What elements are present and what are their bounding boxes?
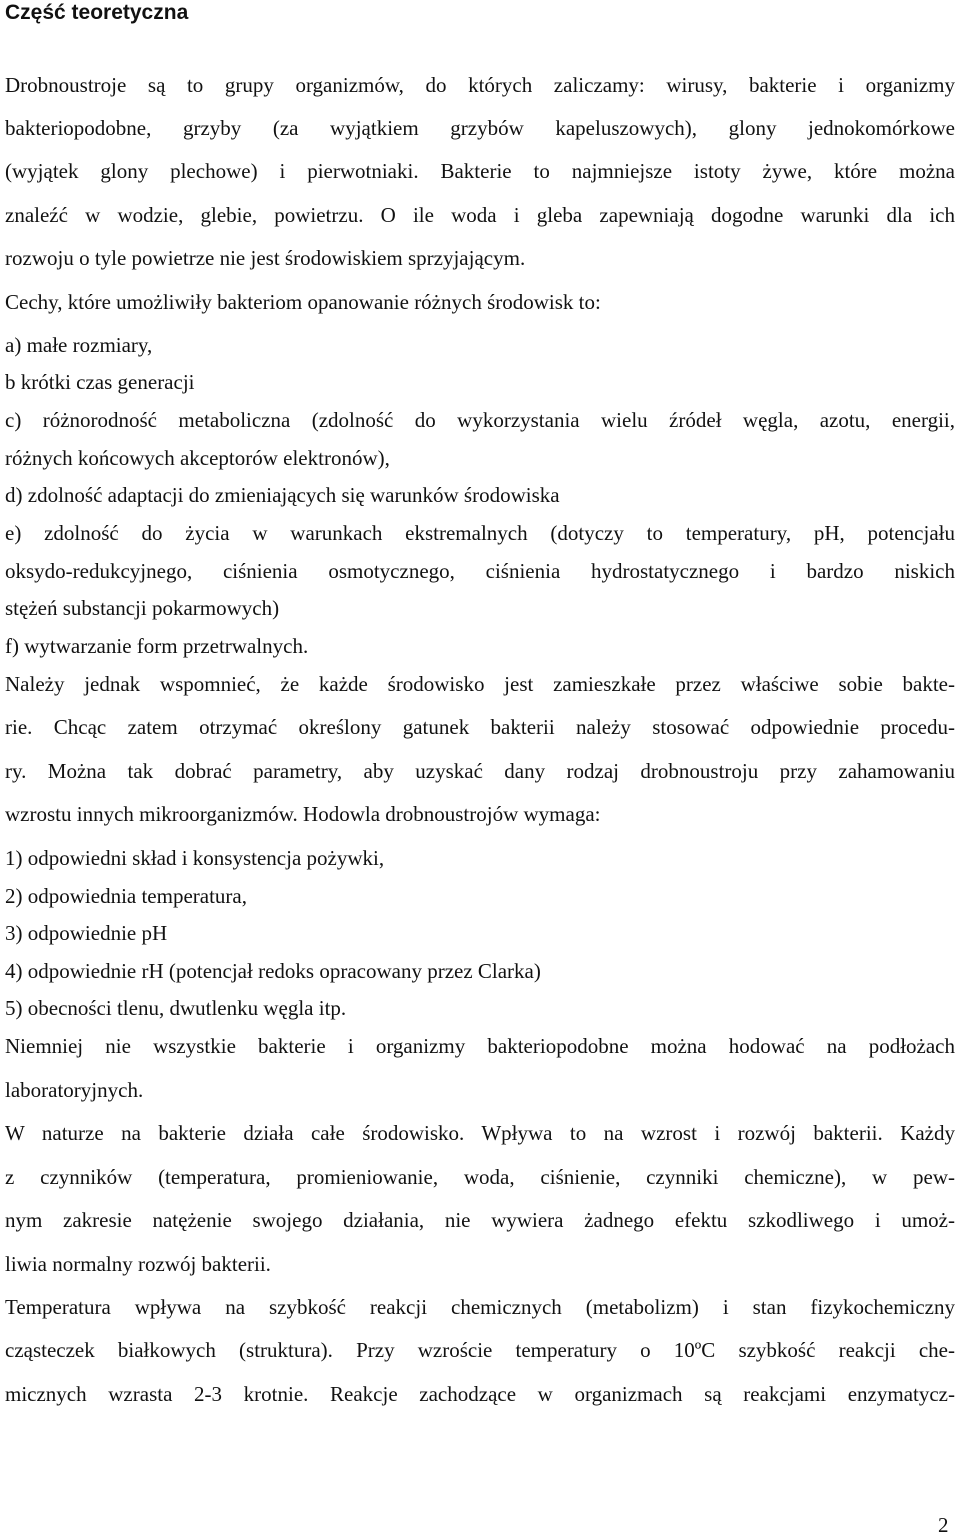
text-line: Drobnoustroje są to grupy organizmów, do których zaliczamy: wirusy, bakterie i organizmy (5, 73, 955, 97)
page-number: 2 (938, 1513, 949, 1537)
text-line: rozwoju o tyle powietrze nie jest środowiskiem sprzyjającym. (5, 246, 526, 270)
text-line: znaleźć w wodzie, glebie, powietrzu. O ile woda i gleba zapewniają dogodne warunki dla ich (5, 203, 955, 227)
text-line: 4) odpowiednie rH (potencjał redoks opracowany przez Clarka) (5, 959, 541, 983)
text-line: W naturze na bakterie działa całe środowisko. Wpływa to na wzrost i rozwój bakterii. Każdy (5, 1121, 955, 1145)
text-line: d) zdolność adaptacji do zmieniających się warunków środowiska (5, 483, 560, 507)
text-line: ry. Można tak dobrać parametry, aby uzyskać dany rodzaj drobnoustroju przy zahamowaniu (5, 759, 955, 783)
text-line: bakteriopodobne, grzyby (za wyjątkiem grzybów kapeluszowych), glony jednokomórkowe (5, 116, 955, 140)
text-line: (wyjątek glony plechowe) i pierwotniaki. Bakterie to najmniejsze istoty żywe, które można (5, 159, 955, 183)
text-line: 2) odpowiednia temperatura, (5, 884, 247, 908)
text-line: Cechy, które umożliwiły bakteriom opanowanie różnych środowisk to: (5, 290, 601, 314)
text-line: 5) obecności tlenu, dwutlenku węgla itp. (5, 996, 347, 1020)
text-line: c) różnorodność metaboliczna (zdolność do wykorzystania wielu źródeł węgla, azotu, energii, (5, 408, 955, 432)
text-line: Należy jednak wspomnieć, że każde środowisko jest zamieszkałe przez właściwe sobie bakte- (5, 672, 955, 696)
text-line: liwia normalny rozwój bakterii. (5, 1252, 271, 1276)
text-line: nym zakresie natężenie swojego działania, nie wywiera żadnego efektu szkodliwego i umoż- (5, 1208, 955, 1232)
text-line: wzrostu innych mikroorganizmów. Hodowla drobnoustrojów wymaga: (5, 802, 601, 826)
text-line: oksydo-redukcyjnego, ciśnienia osmotycznego, ciśnienia hydrostatycznego i bardzo niskich (5, 559, 955, 583)
text-line: e) zdolność do życia w warunkach ekstremalnych (dotyczy to temperatury, pH, potencjału (5, 521, 955, 545)
text-line: różnych końcowych akceptorów elektronów), (5, 446, 390, 470)
text-line: z czynników (temperatura, promieniowanie, woda, ciśnienie, czynniki chemiczne), w pew- (5, 1165, 955, 1189)
text-line: Temperatura wpływa na szybkość reakcji chemicznych (metabolizm) i stan fizykochemiczny (5, 1295, 955, 1319)
text-line: 3) odpowiednie pH (5, 921, 168, 945)
text-line: rie. Chcąc zatem otrzymać określony gatunek bakterii należy stosować odpowiednie procedu- (5, 715, 955, 739)
text-line: laboratoryjnych. (5, 1078, 144, 1102)
text-line: b krótki czas generacji (5, 370, 195, 394)
text-line: cząsteczek białkowych (struktura). Przy wzroście temperatury o 10ºC szybkość reakcji che- (5, 1338, 955, 1362)
text-line: stężeń substancji pokarmowych) (5, 596, 280, 620)
section-heading: Część teoretyczna (5, 1, 189, 24)
text-line: f) wytwarzanie form przetrwalnych. (5, 634, 309, 658)
text-line: a) małe rozmiary, (5, 333, 153, 357)
text-line: Niemniej nie wszystkie bakterie i organizmy bakteriopodobne można hodować na podłożach (5, 1034, 955, 1058)
text-line: micznych wzrasta 2-3 krotnie. Reakcje zachodzące w organizmach są reakcjami enzymatycz- (5, 1382, 955, 1406)
text-line: 1) odpowiedni skład i konsystencja pożywki, (5, 846, 385, 870)
